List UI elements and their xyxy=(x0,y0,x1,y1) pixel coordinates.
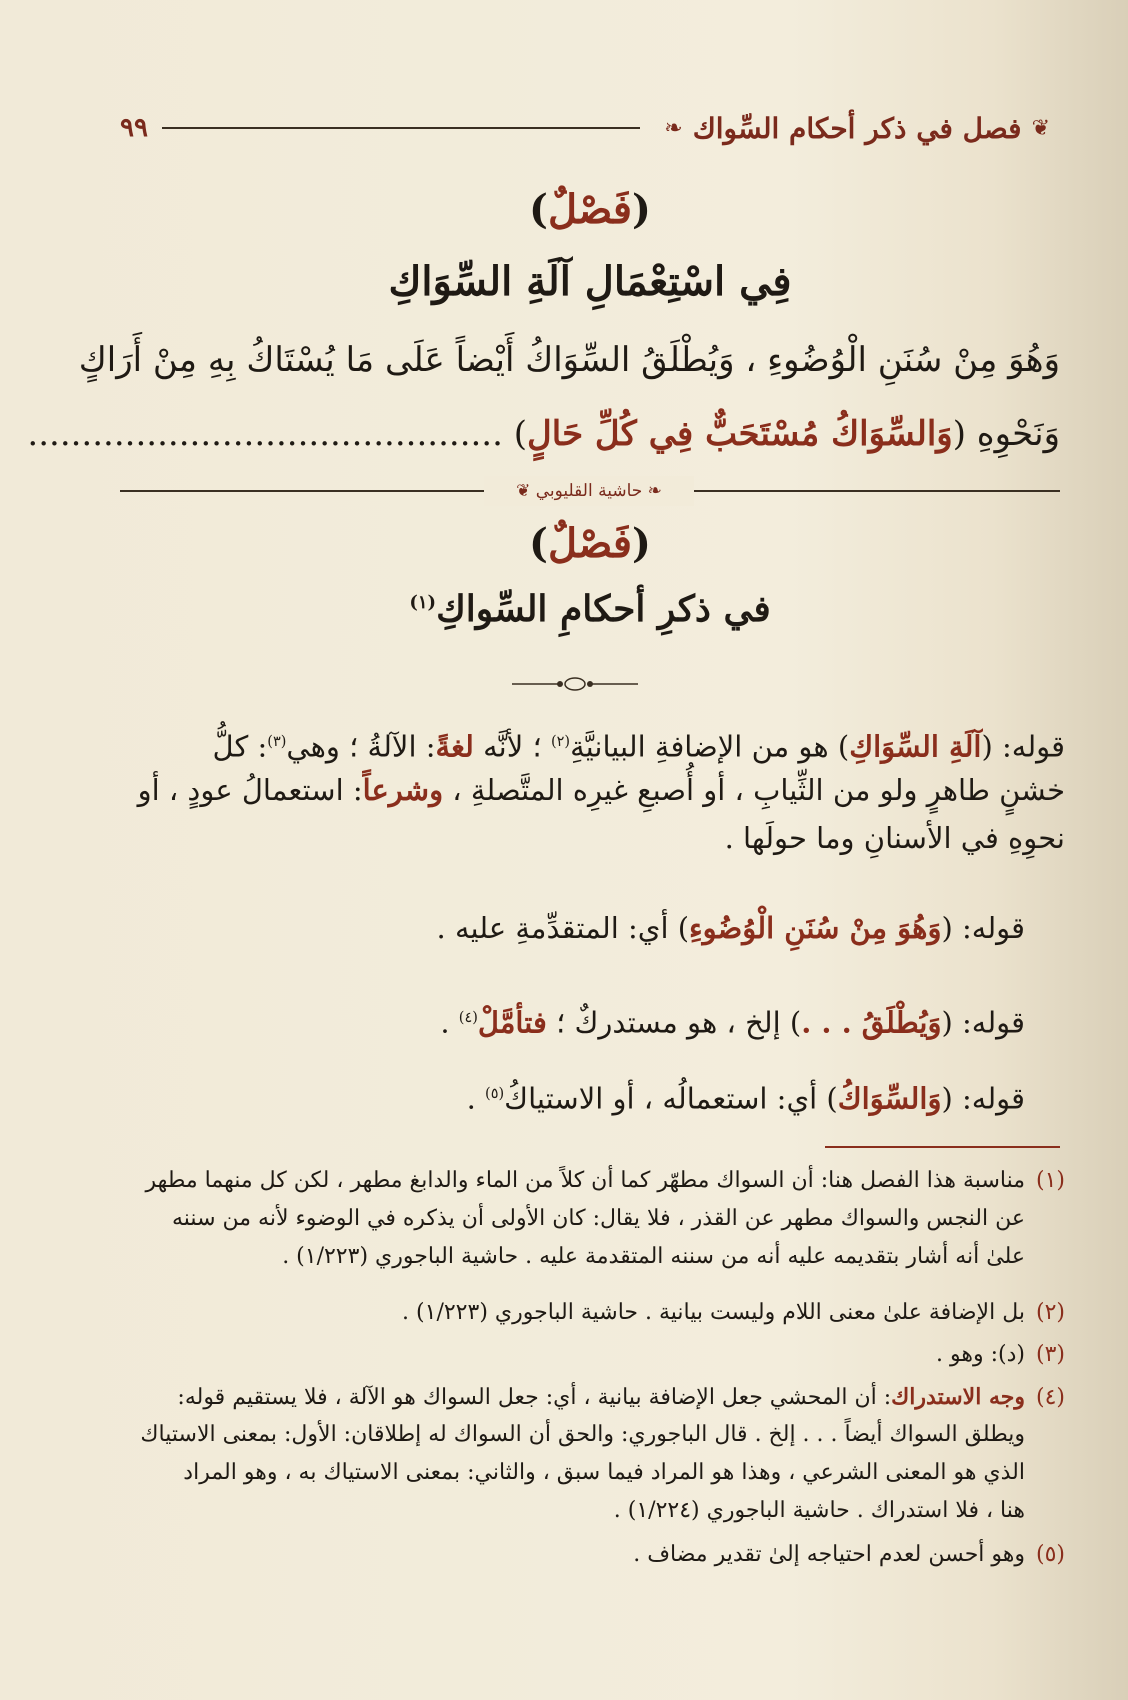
ornament-icon: ❧ xyxy=(664,115,683,141)
hashiya-para-2: قوله: (وَهُوَ مِنْ سُنَنِ الْوُضُوءِ) أي: المتقدِّمةِ عليه . xyxy=(436,911,1025,945)
footnote-1-line-2: عن النجس والسواك مطهر عن القذر ، فلا يقال: كان الأولى أن يذكره في الوضوء لأنه من سننه xyxy=(172,1206,1025,1231)
hashiya-label: ❧ حاشية القليوبي ❦ xyxy=(484,476,694,506)
matn-line-2: وَنَحْوِهِ (وَالسِّوَاكُ مُسْتَحَبٌّ فِي كُلِّ حَالٍ) ............................................ xyxy=(27,414,1060,454)
footnote-5: (٥)وهو أحسن لعدم احتياجه إلىٰ تقدير مضاف . xyxy=(633,1542,1065,1567)
footnote-ref: (١) xyxy=(409,592,437,613)
footnote-4-line-3: الذي هو المعنى الشرعي ، وهذا هو المراد فيما سبق ، والثاني: بمعنى الاستياك به ، وهو المراد xyxy=(183,1460,1025,1485)
divider-ornament-icon xyxy=(510,672,640,696)
footnote-4-line-4: هنا ، فلا استدراك . حاشية الباجوري (١/٢٢٤) . xyxy=(613,1498,1025,1523)
footnote-1-line-1: (١)مناسبة هذا الفصل هنا: أن السواك مطهّر كما أن كلاً من الماء والدابغ مطهر ، لكن كل منهما مطهر xyxy=(145,1168,1065,1193)
footnote-2: (٢)بل الإضافة علىٰ معنى اللام وليست بيانية . حاشية الباجوري (١/٢٢٣) . xyxy=(402,1300,1065,1325)
header-title: فصل في ذكر أحكام السِّواك xyxy=(692,111,1022,145)
hashiya-para-3: قوله: (وَيُطْلَقُ . . .) إلخ ، هو مستدركٌ ؛ فتأمَّلْ$^{(٤)}$ . xyxy=(440,1005,1025,1040)
matn-heading: فِي اسْتِعْمَالِ آلَةِ السِّوَاكِ xyxy=(388,258,792,305)
hashiya-fasl-label: (فَصْلٌ) xyxy=(529,520,651,567)
hashiya-para-1-line-3: نحوِهِ في الأسنانِ وما حولَها . xyxy=(724,821,1065,855)
ornament-icon: ❦ xyxy=(1031,115,1050,141)
page-number: ٩٩ xyxy=(120,113,148,143)
footnote-4-line-1: (٤)وجه الاستدراك: أن المحشي جعل الإضافة بيانية ، أي: جعل السواك هو الآلة ، فلا يستقيم قوله: xyxy=(177,1384,1065,1410)
header-rule xyxy=(162,127,640,129)
hashiya-para-1-line-1: قوله: (آلَةِ السِّوَاكِ) هو من الإضافةِ البيانيَّةِ$^{(٢)}$ ؛ لأنَّه لغةً: الآلةُ ؛ وهي$^{(٣)}$: كلُّ xyxy=(212,729,1065,764)
hashiya-para-1-line-2: خشنٍ طاهرٍ ولو من الثِّيابِ ، أو أُصبعِ غيرِه المتَّصلةِ ، وشرعاً: استعمالُ عودٍ ، أو xyxy=(137,773,1065,807)
matn-highlight: وَالسِّوَاكُ مُسْتَحَبٌّ فِي كُلِّ حَالٍ xyxy=(527,414,953,454)
footnote-3: (٣)(د): وهو . xyxy=(936,1342,1065,1367)
running-header xyxy=(120,108,1060,148)
footnote-1-line-3: علىٰ أنه أشار بتقديمه عليه أنه من سننه المتقدمة عليه . حاشية الباجوري (١/٢٢٣) . xyxy=(282,1244,1025,1269)
footnote-rule xyxy=(825,1146,1060,1148)
footnote-4-line-2: ويطلق السواك أيضاً . . . إلخ . قال الباجوري: والحق أن السواك له إطلاقان: الأول: بمعنى الاستياك xyxy=(140,1422,1025,1447)
hashiya-heading: في ذكرِ أحكامِ السِّواكِ$^{(١)}$ xyxy=(409,588,771,630)
matn-line-1: وَهُوَ مِنْ سُنَنِ الْوُضُوءِ ، وَيُطْلَقُ السِّوَاكُ أَيْضاً عَلَى مَا يُسْتَاكُ بِهِ مِنْ أَرَاكٍ xyxy=(78,340,1060,380)
hashiya-para-4: قوله: (وَالسِّوَاكُ) أي: استعمالُه ، أو الاستياكُ$^{(٥)}$ . xyxy=(466,1081,1025,1116)
matn-fasl-label: (فَصْلٌ) xyxy=(529,186,651,233)
